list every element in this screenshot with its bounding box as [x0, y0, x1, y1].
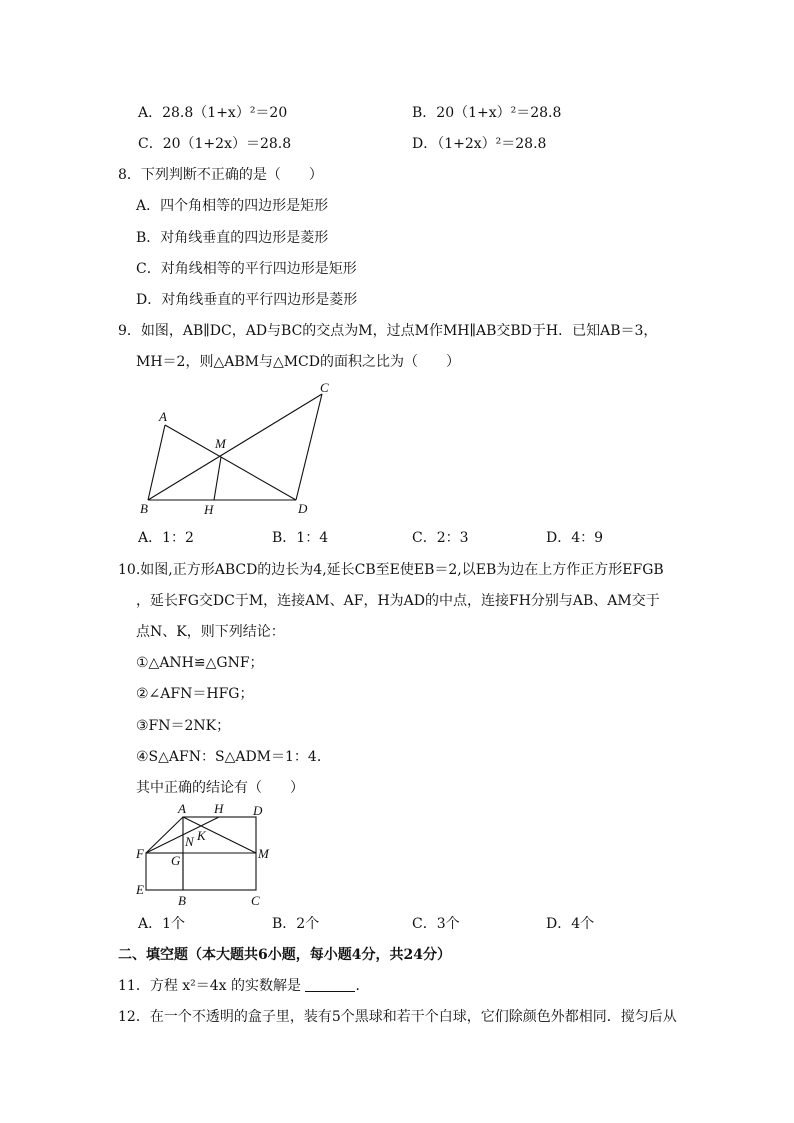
- q10-label-c: C: [251, 893, 260, 908]
- q10-ask: 其中正确的结论有（ ）: [136, 780, 304, 796]
- q7-option-a: A．28.8（1+x）²＝20: [138, 105, 288, 121]
- q8-option-a: A．四个角相等的四边形是矩形: [136, 198, 329, 214]
- q7-option-d: D．（1+2x）²＝28.8: [412, 136, 547, 152]
- q8-option-d: D．对角线垂直的平行四边形是菱形: [136, 292, 358, 308]
- q10-conclusion-1: ①△ANH≌△GNF；: [136, 655, 264, 671]
- q10-label-n: N: [185, 834, 194, 849]
- q7-option-b: B．20（1+x）²＝28.8: [412, 105, 562, 121]
- q10-label-h: H: [214, 801, 224, 816]
- q10-option-c: C．3个: [412, 916, 460, 932]
- q11-prefix: 11．方程 x²＝4x 的实数解是: [118, 978, 302, 994]
- q10-conclusion-4: ④S△AFN：S△ADM＝1：4．: [136, 749, 331, 765]
- q11-line: [118, 977, 369, 995]
- q10-label-f: F: [136, 846, 144, 861]
- q9-label-h: H: [204, 502, 214, 517]
- q9-option-c: C．2：3: [412, 530, 469, 546]
- q10-option-a: A．1个: [138, 916, 186, 932]
- q9-label-d: D: [298, 501, 308, 516]
- q11-suffix: ．: [355, 978, 370, 994]
- q9-segment-ab: [148, 425, 165, 500]
- q9-stem-line1: 9．如图，AB∥DC，AD与BC的交点为M，过点M作MH∥AB交BD于H．已知AB＝3，: [118, 323, 658, 339]
- q9-segment-bc: [148, 394, 322, 500]
- q10-segment-am: [183, 817, 256, 853]
- q9-label-m: M: [215, 436, 226, 451]
- q9-stem-line2: MH＝2，则△ABM与△MCD的面积之比为（ ）: [136, 354, 460, 370]
- q10-stem-line2: ，延长FG交DC于M，连接AM、AF，H为AD的中点，连接FH分别与AB、AM交于: [136, 593, 660, 609]
- q10-label-a: A: [178, 801, 186, 816]
- q9-segment-dc: [296, 394, 322, 500]
- q9-option-a: A．1：2: [138, 530, 194, 546]
- q9-segment-ad: [165, 425, 296, 500]
- q10-conclusion-2: ②∠AFN＝HFG；: [136, 686, 254, 702]
- q10-option-d: D．4个: [546, 916, 595, 932]
- q8-option-b: B．对角线垂直的四边形是菱形: [136, 230, 329, 246]
- q10-stem-line3: 点N、K，则下列结论：: [136, 624, 285, 640]
- q9-label-a: A: [159, 409, 167, 424]
- q9-figure: [130, 378, 350, 518]
- q10-label-g: G: [171, 853, 181, 868]
- q9-label-c: C: [320, 380, 329, 395]
- q8-stem: 8．下列判断不正确的是（ ）: [118, 167, 323, 183]
- q10-conclusion-3: ③FN＝2NK；: [136, 718, 231, 734]
- q10-label-e: E: [136, 882, 144, 897]
- q10-stem-line1: 10.如图,正方形ABCD的边长为4,延长CB至E使EB＝2,以EB为边在上方作正方形EFGB: [118, 562, 664, 578]
- q10-segment-af: [146, 817, 183, 853]
- q7-option-c: C．20（1+2x）＝28.8: [138, 136, 292, 152]
- q9-option-d: D．4：9: [546, 530, 604, 546]
- q8-option-c: C．对角线相等的平行四边形是矩形: [136, 261, 357, 277]
- section2-heading: 二、填空题（本大题共6小题，每小题4分，共24分）: [118, 947, 451, 963]
- q11-answer-blank[interactable]: [305, 979, 355, 992]
- q9-option-b: B．1：4: [272, 530, 329, 546]
- q10-label-m: M: [258, 846, 269, 861]
- q10-label-k: K: [197, 828, 206, 843]
- q10-label-b: B: [178, 893, 186, 908]
- q10-option-b: B．2个: [272, 916, 320, 932]
- q9-segment-mh: [214, 457, 221, 500]
- q12-stem-line1: 12．在一个不透明的盒子里，装有5个黑球和若干个白球，它们除颜色外都相同．搅匀后从: [118, 1009, 677, 1025]
- q10-label-d: D: [253, 803, 263, 818]
- q10-figure: [132, 798, 282, 910]
- q9-label-b: B: [140, 501, 148, 516]
